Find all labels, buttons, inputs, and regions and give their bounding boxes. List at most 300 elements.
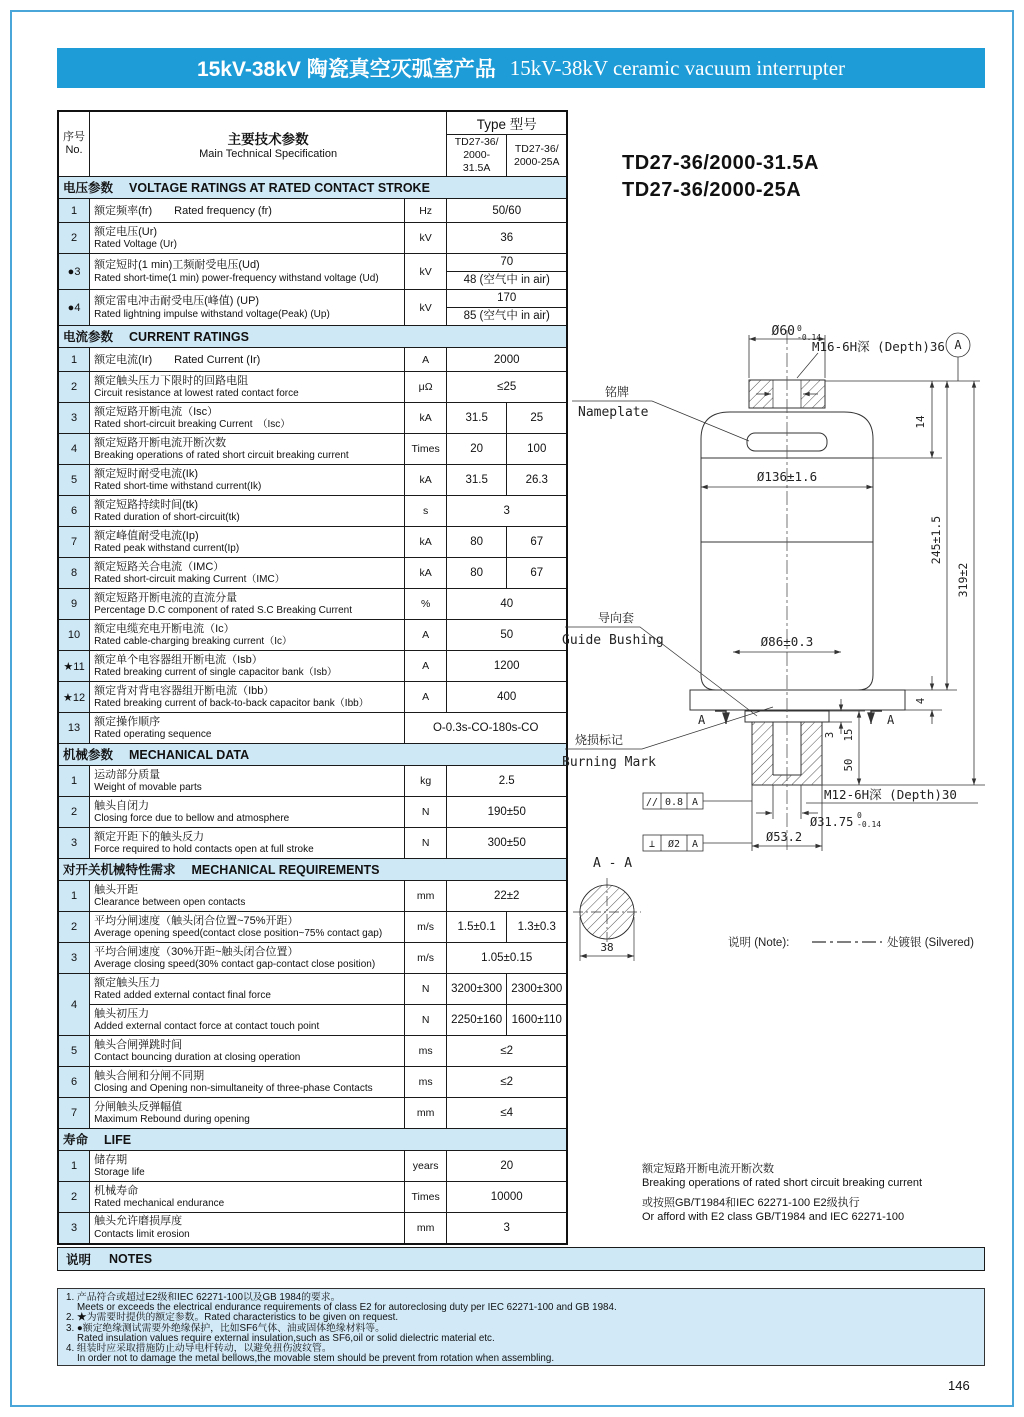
row-no: 2	[58, 223, 90, 254]
row-desc-line: Percentage D.C component of rated S.C Breaking Current	[94, 605, 353, 617]
row-value: ≤2	[447, 1036, 568, 1067]
row-desc-line: Rated short-circuit breaking Current （Isc）	[94, 419, 291, 431]
row-no: 3	[58, 403, 90, 434]
model-line: TD27-36/	[454, 136, 499, 148]
section-header-row	[58, 326, 567, 348]
section-header-row	[58, 859, 567, 881]
notes-body	[57, 1288, 985, 1366]
row-value-line: 70	[447, 254, 566, 272]
page-title-zh: 15kV-38kV 陶瓷真空灭弧室产品	[196, 58, 496, 81]
table-row	[58, 766, 567, 797]
dim-3175: Ø31.75	[810, 815, 854, 829]
row-desc-line: Rated breaking current of back-to-back capacitor bank（Ibb）	[94, 698, 369, 710]
datum-label: A	[954, 338, 962, 352]
table-row	[58, 713, 567, 744]
model-line: 2000-31.5A	[462, 149, 491, 175]
row-value	[447, 290, 568, 326]
row-desc-line: 额定电缆充电开断电流（Ic）	[94, 622, 235, 635]
page-title-en: 15kV-38kV ceramic vacuum interrupter	[509, 55, 846, 80]
row-desc-line: Average opening speed(contact close position~75% contact gap)	[94, 928, 383, 940]
row-unit: N	[405, 828, 447, 859]
row-desc	[90, 223, 405, 254]
row-desc-line: Breaking operations of rated short circuit breaking current	[94, 450, 349, 462]
row-unit: Times	[405, 1182, 447, 1213]
row-desc-line: Rated short-time(1 min) power-frequency withstand voltage (Ud)	[94, 272, 379, 284]
row-value: 22±2	[447, 881, 568, 912]
row-unit: kV	[405, 290, 447, 326]
row-value: 400	[447, 682, 568, 713]
row-desc-line: 额定短时(1 min)工频耐受电压(Ud)	[94, 259, 260, 272]
table-row	[58, 912, 567, 943]
tol2-datum: A	[691, 839, 699, 850]
table-row	[58, 348, 567, 372]
row-value: 80	[447, 527, 507, 558]
row-value	[447, 254, 568, 290]
row-no: 1	[58, 1151, 90, 1182]
row-desc-line: 额定峰值耐受电流(Ip)	[94, 529, 199, 542]
row-desc-line: Contacts limit erosion	[94, 1228, 190, 1240]
row-desc-line: Rated added external contact final force	[94, 990, 271, 1002]
row-desc-line: Rated Voltage (Ur)	[94, 239, 177, 251]
dim-50: 50	[843, 758, 855, 772]
row-unit: A	[405, 651, 447, 682]
model-line: 2000-25A	[513, 155, 560, 168]
row-unit: kV	[405, 254, 447, 290]
section-header	[58, 859, 567, 881]
bottom-plate	[690, 690, 905, 710]
tol2-symbol: ⊥	[648, 839, 656, 850]
row-desc	[90, 1036, 405, 1067]
row-desc-line: Force required to hold contacts open at full stroke	[94, 844, 314, 856]
nameplate-label-en: Nameplate	[578, 405, 649, 420]
row-no: 9	[58, 589, 90, 620]
row-desc	[90, 1182, 405, 1213]
col-header-spec	[90, 111, 447, 177]
section-title-en: MECHANICAL DATA	[129, 748, 250, 763]
row-desc-line: 额定背对背电容器组开断电流（Ibb）	[94, 684, 275, 697]
row-desc-line: 额定短路持续时间(tk)	[94, 498, 198, 511]
row-desc	[90, 943, 405, 974]
product-model: TD27-36/2000-25A	[622, 179, 802, 201]
section-title-en: VOLTAGE RATINGS AT RATED CONTACT STROKE	[129, 181, 430, 196]
table-row	[58, 828, 567, 859]
table-row	[58, 943, 567, 974]
row-no: 7	[58, 527, 90, 558]
row-desc	[90, 496, 405, 527]
guide-bushing-label-zh: 导向套	[598, 611, 635, 625]
row-no: 7	[58, 1098, 90, 1129]
section-header	[58, 177, 567, 199]
row-no: 6	[58, 496, 90, 527]
row-no: 1	[58, 881, 90, 912]
row-desc-line: Rated duration of short-circuit(tk)	[94, 512, 240, 524]
dim-top-tol-lower: -0.14	[797, 333, 822, 342]
row-desc-line: Average closing speed(30% contact gap-contact close position)	[94, 959, 376, 971]
row-unit: kA	[405, 465, 447, 496]
col-header-no-en: No.	[65, 144, 83, 157]
row-unit: kA	[405, 558, 447, 589]
table-row	[58, 797, 567, 828]
row-unit: N	[405, 797, 447, 828]
section-header	[58, 1129, 567, 1151]
table-row	[58, 1005, 567, 1036]
row-desc-line: 储存期	[94, 1153, 128, 1166]
section-title-zh: 电压参数	[63, 181, 114, 196]
row-desc	[90, 199, 405, 223]
row-desc	[90, 651, 405, 682]
row-value: 50/60	[447, 199, 568, 223]
row-value: 67	[507, 527, 568, 558]
row-no: 1	[58, 348, 90, 372]
row-value: 40	[447, 589, 568, 620]
section-title-zh: 机械参数	[63, 748, 114, 763]
table-row	[58, 403, 567, 434]
row-value: 1200	[447, 651, 568, 682]
row-desc	[90, 682, 405, 713]
row-no: 13	[58, 713, 90, 744]
tol2-value: Ø2	[667, 839, 681, 850]
row-desc-line: 额定短路关合电流（IMC）	[94, 560, 225, 573]
section-header-row	[58, 177, 567, 199]
row-desc-line: 触头开距	[94, 883, 139, 896]
side-note-line: 额定短路开断电流开断次数	[642, 1163, 774, 1175]
note-line: 1. 产品符合或超过E2级和IEC 62271-100以及GB 1984的要求。	[66, 1292, 341, 1303]
row-desc	[90, 912, 405, 943]
dim-body-diameter: Ø136±1.6	[756, 469, 818, 484]
row-desc-line: Rated peak withstand current(Ip)	[94, 543, 240, 555]
table-row	[58, 974, 567, 1005]
dim-top-diameter: Ø60	[771, 324, 795, 339]
row-desc	[90, 348, 405, 372]
row-value: ≤25	[447, 372, 568, 403]
row-unit: m/s	[405, 912, 447, 943]
row-desc	[90, 254, 405, 290]
row-unit: s	[405, 496, 447, 527]
table-row	[58, 881, 567, 912]
row-desc-line: Storage life	[94, 1167, 145, 1179]
row-unit: Times	[405, 434, 447, 465]
row-desc-line: Closing and Opening non-simultaneity of three-phase Contacts	[94, 1083, 373, 1095]
row-value: 50	[447, 620, 568, 651]
row-value: 26.3	[507, 465, 568, 496]
guide-bushing-label-en: Guide Bushing	[562, 633, 664, 648]
row-desc-line: Clearance between open contacts	[94, 897, 246, 909]
row-unit: μΩ	[405, 372, 447, 403]
row-value: 3200±300	[447, 974, 507, 1005]
row-unit: A	[405, 620, 447, 651]
table-row	[58, 254, 567, 290]
row-unit: kV	[405, 223, 447, 254]
row-no: 4	[58, 974, 90, 1036]
dim-319: 319±2	[956, 562, 970, 598]
section-title-en: LIFE	[104, 1133, 132, 1148]
note-line: 2. ★为需要时提供的额定参数。Rated characteristics to be given on request.	[66, 1312, 399, 1324]
notes-section-header	[57, 1247, 985, 1271]
row-no: 10	[58, 620, 90, 651]
section-header	[58, 744, 567, 766]
row-no: 3	[58, 828, 90, 859]
row-no: 3	[58, 943, 90, 974]
thread-top-label: M16-6H深 (Depth)36	[812, 339, 945, 354]
row-value: 1600±110	[507, 1005, 568, 1036]
col-header-no	[58, 111, 90, 177]
row-desc-line: 运动部分质量	[94, 768, 161, 781]
cut-label-right: A	[887, 713, 895, 727]
section-title-zh: 电流参数	[63, 330, 114, 345]
row-desc-line: 触头允许磨损厚度	[94, 1215, 183, 1228]
row-no: 6	[58, 1067, 90, 1098]
row-desc	[90, 372, 405, 403]
row-value: 100	[507, 434, 568, 465]
table-row	[58, 223, 567, 254]
notes-title-en: NOTES	[109, 1252, 153, 1266]
row-desc-line: 额定频率(fr) Rated frequency (fr)	[94, 204, 272, 217]
row-unit: N	[405, 974, 447, 1005]
row-value: 2000	[447, 348, 568, 372]
table-row	[58, 496, 567, 527]
row-desc-line: Maximum Rebound during opening	[94, 1114, 250, 1126]
row-desc-line: 触头合闸和分闸不同期	[94, 1069, 205, 1082]
row-desc-line: Rated cable-charging breaking current（Ic）	[94, 636, 292, 648]
row-unit: kA	[405, 527, 447, 558]
row-no: 2	[58, 912, 90, 943]
row-desc-line: 机械寿命	[94, 1184, 139, 1197]
row-no: ★11	[58, 651, 90, 682]
row-desc	[90, 290, 405, 326]
note-line: In order not to damage the metal bellows,the movable stem should be prevent from rotation when assembling.	[77, 1353, 555, 1365]
row-desc-line: 分闸触头反弹幅值	[94, 1100, 183, 1113]
section-cut-left	[715, 711, 726, 724]
nameplate-label-zh: 铭牌	[605, 385, 630, 399]
row-value: 1.3±0.3	[507, 912, 568, 943]
row-unit: ms	[405, 1036, 447, 1067]
row-desc	[90, 828, 405, 859]
note-line: 4. 组装时应采取措施防止动导电杆转动，以避免扭伤波纹管。	[66, 1343, 332, 1355]
cut-label-left: A	[698, 713, 706, 727]
row-unit: m/s	[405, 943, 447, 974]
table-header-row	[58, 111, 567, 135]
row-unit: mm	[405, 881, 447, 912]
section-view-label: A - A	[593, 856, 633, 871]
section-title-zh: 寿命	[63, 1133, 89, 1148]
row-no: 2	[58, 372, 90, 403]
row-desc-line: 额定短路开断电流开断次数	[94, 436, 227, 449]
row-unit: ms	[405, 1067, 447, 1098]
section-title-zh: 对开关机械特性需求	[63, 863, 176, 878]
row-desc	[90, 1005, 405, 1036]
section-header	[58, 326, 567, 348]
row-unit: kg	[405, 766, 447, 797]
note-line: Rated insulation values require external insulation,such as SF6,oil or solid dielectric material etc.	[77, 1332, 495, 1344]
row-desc	[90, 403, 405, 434]
row-desc-line: Added external contact force at contact touch point	[94, 1021, 320, 1033]
interrupter-body	[690, 380, 905, 785]
table-row	[58, 682, 567, 713]
col-header-type: Type 型号	[447, 111, 568, 135]
side-note-line: 或按照GB/T1984和IEC 62271-100 E2级执行	[642, 1197, 860, 1209]
row-value-line: 85 (空气中 in air)	[463, 310, 550, 323]
row-desc	[90, 1098, 405, 1129]
dim-3175-tol-lower: -0.14	[857, 820, 882, 829]
row-desc-line: Rated operating sequence	[94, 729, 212, 741]
technical-drawing	[560, 145, 990, 1055]
row-value: 31.5	[447, 465, 507, 496]
row-unit: mm	[405, 1213, 447, 1244]
row-no: 2	[58, 797, 90, 828]
section-header-row	[58, 1129, 567, 1151]
side-note	[642, 1162, 987, 1224]
row-desc-line: 额定电流(Ir) Rated Current (Ir)	[94, 353, 261, 366]
table-row	[58, 1213, 567, 1244]
row-desc-line: Rated short-time withstand current(Ik)	[94, 481, 262, 493]
table-row	[58, 199, 567, 223]
table-row	[58, 1098, 567, 1129]
table-row	[58, 434, 567, 465]
dim-4: 4	[915, 697, 927, 705]
row-desc	[90, 527, 405, 558]
row-unit: mm	[405, 1098, 447, 1129]
row-desc	[90, 620, 405, 651]
dim-top-tol-upper: 0	[797, 324, 802, 333]
row-no: 4	[58, 434, 90, 465]
section-cut-right	[871, 711, 882, 724]
dim-3: 3	[824, 731, 836, 739]
row-desc	[90, 881, 405, 912]
dim-532: Ø53.2	[766, 830, 803, 844]
row-desc	[90, 974, 405, 1005]
row-no: ★12	[58, 682, 90, 713]
row-desc	[90, 465, 405, 496]
col-header-spec-zh: 主要技术参数	[227, 132, 309, 148]
dim-38: 38	[600, 941, 614, 954]
product-model: TD27-36/2000-31.5A	[622, 152, 819, 174]
row-desc-line: 额定电压(Ur)	[94, 225, 158, 238]
table-row	[58, 1036, 567, 1067]
row-no: ●4	[58, 290, 90, 326]
row-unit: N	[405, 1005, 447, 1036]
table-row	[58, 651, 567, 682]
row-desc-line: 额定雷电冲击耐受电压(峰值) (UP)	[94, 295, 260, 308]
row-desc-line: Rated lightning impulse withstand voltage(Peak) (Up)	[94, 308, 330, 320]
row-desc-line: 额定单个电容器组开断电流（Isb）	[94, 653, 263, 666]
row-value: 2.5	[447, 766, 568, 797]
row-desc	[90, 589, 405, 620]
dim-245: 245±1.5	[929, 515, 943, 565]
row-value: 2300±300	[507, 974, 568, 1005]
row-no: 5	[58, 465, 90, 496]
row-desc	[90, 558, 405, 589]
page-number: 146	[948, 1378, 970, 1393]
table-row	[58, 558, 567, 589]
row-no: ●3	[58, 254, 90, 290]
row-desc-line: 触头合闸弹跳时间	[94, 1038, 183, 1051]
row-value: 300±50	[447, 828, 568, 859]
side-note-line: Or afford with E2 class GB/T1984 and IEC 62271-100	[642, 1211, 905, 1223]
row-unit: %	[405, 589, 447, 620]
row-desc	[90, 434, 405, 465]
row-value: 190±50	[447, 797, 568, 828]
thread-bottom-label: M12-6H深 (Depth)30	[824, 787, 957, 802]
dim-3175-tol-upper: 0	[857, 811, 862, 820]
notes-title-zh: 说明	[66, 1253, 92, 1267]
row-value: 1.05±0.15	[447, 943, 568, 974]
side-note-line: Breaking operations of rated short circuit breaking current	[642, 1177, 923, 1189]
col-header-model	[507, 135, 568, 177]
page-title-bar	[57, 48, 985, 88]
burning-mark-label-en: Burning Mark	[562, 755, 656, 770]
dim-86: Ø86±0.3	[760, 634, 814, 649]
col-header-model	[447, 135, 507, 177]
row-desc-line: Circuit resistance at lowest rated contact force	[94, 388, 299, 400]
row-unit: years	[405, 1151, 447, 1182]
row-value: O-0.3s-CO-180s-CO	[405, 713, 568, 744]
row-value: 80	[447, 558, 507, 589]
row-value: 20	[447, 434, 507, 465]
row-desc-line: 额定触头压力	[94, 976, 161, 989]
row-unit: A	[405, 348, 447, 372]
row-desc	[90, 766, 405, 797]
silvered-note-prefix: 说明 (Note):	[728, 937, 790, 949]
burning-mark-label-zh: 烧损标记	[575, 733, 624, 747]
row-value: 3	[447, 496, 568, 527]
row-desc-line: Rated mechanical endurance	[94, 1198, 225, 1210]
row-desc-line: 额定短路开断电流的直流分量	[94, 591, 238, 604]
col-header-spec-en: Main Technical Specification	[199, 148, 338, 161]
row-desc-line: 额定开距下的触头反力	[94, 830, 205, 843]
tol1-symbol: //	[645, 797, 659, 808]
row-desc-line: Contact bouncing duration at closing operation	[94, 1052, 301, 1064]
model-line: TD27-36/	[514, 142, 559, 155]
dim-15: 15	[843, 728, 855, 742]
section-title-en: CURRENT RATINGS	[129, 330, 249, 345]
row-desc-line: Weight of movable parts	[94, 782, 202, 794]
table-row	[58, 620, 567, 651]
row-no: 5	[58, 1036, 90, 1067]
table-row	[58, 290, 567, 326]
row-desc-line: 触头自闭力	[94, 799, 150, 812]
row-value: 3	[447, 1213, 568, 1244]
section-title-en: MECHANICAL REQUIREMENTS	[191, 863, 380, 878]
row-value: 25	[507, 403, 568, 434]
row-desc-line: Rated breaking current of single capacitor bank（Isb）	[94, 667, 338, 679]
row-value: 31.5	[447, 403, 507, 434]
row-desc	[90, 1213, 405, 1244]
row-value-line: 170	[447, 290, 566, 308]
row-no: 8	[58, 558, 90, 589]
row-desc	[90, 1067, 405, 1098]
note-line: 3. ●额定绝缘测试需要外绝缘保护，比如SF6气体、油或固体绝缘材料等。	[66, 1322, 385, 1334]
row-value: ≤4	[447, 1098, 568, 1129]
row-value: 10000	[447, 1182, 568, 1213]
row-no: 1	[58, 766, 90, 797]
row-value: 2250±160	[447, 1005, 507, 1036]
row-no: 2	[58, 1182, 90, 1213]
row-desc-line: 额定短时耐受电流(Ik)	[94, 467, 198, 480]
row-desc-line: 额定短路开断电流（Isc）	[94, 405, 219, 418]
tol1-datum: A	[691, 797, 699, 808]
row-value: 67	[507, 558, 568, 589]
row-value: 20	[447, 1151, 568, 1182]
row-desc-line: 平均合闸速度（30%开距~触头闭合位置）	[94, 945, 299, 958]
table-row	[58, 372, 567, 403]
row-value: 1.5±0.1	[447, 912, 507, 943]
row-value-line: 48 (空气中 in air)	[463, 274, 550, 287]
row-desc-line: 触头初压力	[94, 1007, 150, 1020]
row-unit: kA	[405, 403, 447, 434]
table-row	[58, 527, 567, 558]
row-desc-line: 额定操作顺序	[94, 715, 161, 728]
tol1-value: 0.8	[664, 797, 684, 808]
